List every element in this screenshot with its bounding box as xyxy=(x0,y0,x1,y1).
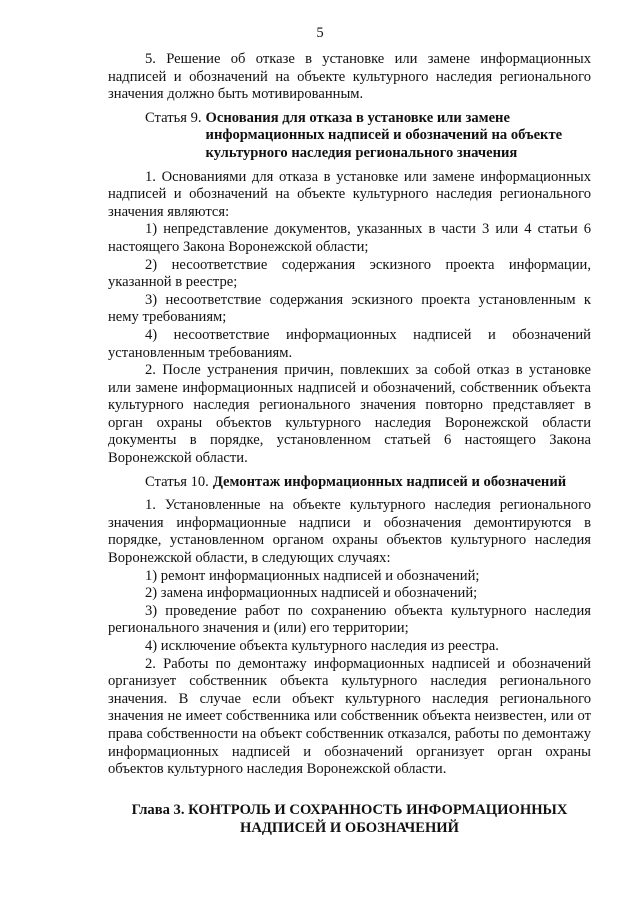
paragraph-intro: 5. Решение об отказе в установке или замене информационных надписей и обозначений на объекте культурного наследия регионального значения должно быть мотивированным. xyxy=(108,51,591,103)
article-10-paragraph: 1. Установленные на объекте культурного наследия регионального значения информационные надписи и обозначения демонтируются в порядке, установленном органом охраны объектов культурного наследия Воронежской области, в следующих случаях: xyxy=(108,497,591,567)
article-10-heading xyxy=(108,474,591,492)
article-10-paragraph: 1) ремонт информационных надписей и обозначений; xyxy=(145,567,480,584)
article-10-paragraph: 3) проведение работ по сохранению объекта культурного наследия регионального значения и (или) его территории; xyxy=(108,602,591,637)
article-9-paragraph: 1) непредставление документов, указанных в части 3 или 4 статьи 6 настоящего Закона Воронежской области; xyxy=(108,221,591,255)
article-10-title: Демонтаж информационных надписей и обозначений xyxy=(212,473,567,490)
article-9-paragraph: 2) несоответствие содержания эскизного проекта информации, указанной в реестре; xyxy=(108,256,591,291)
chapter-3-heading xyxy=(108,801,591,837)
article-10-label: Статья 10. xyxy=(145,473,209,490)
article-10-paragraph: 2. Работы по демонтажу информационных надписей и обозначений организует собственник объекта культурного наследия регионального значения. В случае если объект культурного наследия регионального значения не имеет собственника или собственник объекта неизвестен, или от права собственности на объект собственник отказался, работы по демонтажу информационных надписей и обозначений организует орган охраны объектов культурного наследия Воронежской области. xyxy=(108,655,591,778)
article-9-paragraph: 2. После устранения причин, повлекших за собой отказ в установке или замене информационных надписей и обозначений, собственник объекта культурного наследия регионального значения повторно представляет в орган охраны объектов культурного наследия Воронежской области документы в порядке, установленном статьей 6 настоящего Закона Воронежской области. xyxy=(108,362,591,467)
article-9-paragraph: 4) несоответствие информационных надписей и обозначений установленным требованиям. xyxy=(108,326,591,361)
chapter-3-line-1: Глава 3. КОНТРОЛЬ И СОХРАННОСТЬ ИНФОРМАЦИОННЫХ xyxy=(131,801,568,818)
article-9-paragraph: 1. Основаниями для отказа в установке или замене информационных надписей и обозначений на объекте культурного наследия регионального значения являются: xyxy=(108,168,591,220)
article-9-label: Статья 9. xyxy=(145,109,202,126)
page-number: 5 xyxy=(316,25,324,41)
article-9-heading xyxy=(108,110,591,163)
article-9-paragraph: 3) несоответствие содержания эскизного проекта установленным к нему требованиям; xyxy=(108,291,591,326)
article-10-paragraph: 4) исключение объекта культурного наследия из реестра. xyxy=(145,638,499,654)
chapter-3-line-2: НАДПИСЕЙ И ОБОЗНАЧЕНИЙ xyxy=(239,819,460,836)
article-10-paragraph: 2) замена информационных надписей и обозначений; xyxy=(145,585,478,602)
article-9-title: Основания для отказа в установке или замене информационных надписей и обозначений на объекте культурного наследия регионального значения xyxy=(205,109,563,161)
document-body xyxy=(108,51,591,837)
